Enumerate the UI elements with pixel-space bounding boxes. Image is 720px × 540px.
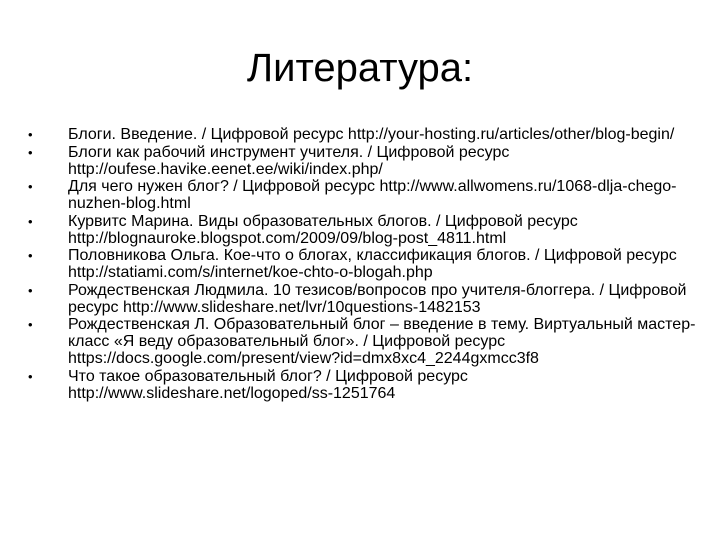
- list-item: [28, 144, 698, 178]
- bullet-icon: •: [28, 317, 33, 332]
- bullet-icon: •: [28, 127, 33, 142]
- bullet-icon: •: [28, 368, 33, 384]
- list-item: [28, 282, 698, 316]
- reference-text: Для чего нужен блог? / Цифровой ресурс http://www.allwomens.ru/1068-dlja-chego-nuzhen-blog.html: [68, 178, 677, 212]
- list-item: [28, 178, 698, 212]
- bullet-icon: •: [28, 248, 33, 263]
- reference-list: [28, 126, 698, 402]
- list-item: [28, 368, 698, 402]
- reference-text: Блоги. Введение. / Цифровой ресурс http://your-hosting.ru/articles/other/blog-begin/: [68, 126, 675, 143]
- list-item: [28, 247, 698, 281]
- bullet-icon: •: [28, 213, 33, 229]
- list-item: [28, 316, 698, 367]
- slide-title: Литература:: [246, 46, 474, 90]
- reference-text: Рождественская Людмила. 10 тезисов/вопросов про учителя-блоггера. / Цифровой ресурс http://www.slideshare.net/lvr/10questions-1482153: [68, 281, 687, 316]
- reference-text: Блоги как рабочий инструмент учителя. / Цифровой ресурс http://oufese.havike.eenet.ee/wiki/index.php/: [68, 143, 510, 178]
- bullet-icon: •: [28, 282, 33, 298]
- bullet-icon: •: [28, 179, 33, 194]
- reference-text: Курвитс Марина. Виды образовательных блогов. / Цифровой ресурс http://blognauroke.blogspot.com/2009/09/blog-post_4811.html: [68, 212, 578, 247]
- bullet-icon: •: [28, 144, 33, 160]
- reference-text: Половникова Ольга. Кое-что о блогах, классификация блогов. / Цифровой ресурс http://statiami.com/s/internet/koe-chto-o-blogah.php: [68, 247, 677, 281]
- list-item: [28, 126, 698, 143]
- reference-text: Что такое образовательный блог? / Цифровой ресурс http://www.slideshare.net/logoped/ss-1251764: [68, 367, 468, 402]
- list-item: [28, 213, 698, 247]
- reference-text: Рождественская Л. Образовательный блог – введение в тему. Виртуальный мастер-класс «Я веду образовательный блог». / Цифровой ресурс https://docs.google.com/present/view?id=dmx8xc4_2244gxmcc3f8: [68, 316, 696, 367]
